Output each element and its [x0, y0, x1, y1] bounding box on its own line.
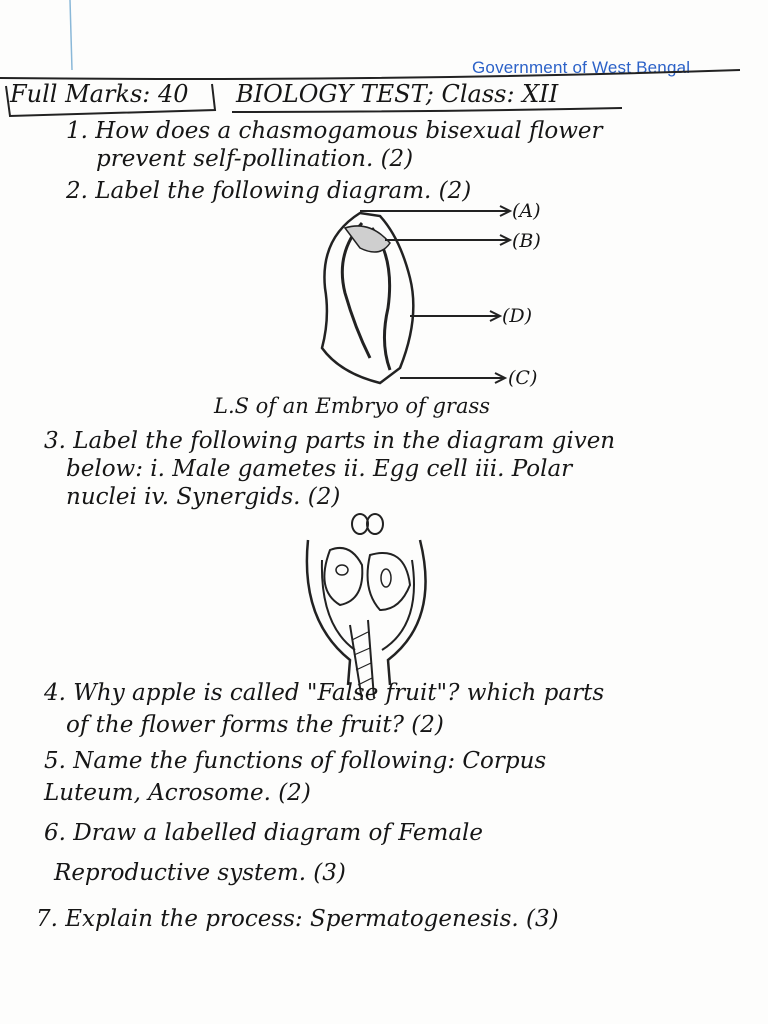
question-3-line-1: 3. Label the following parts in the diagram given [44, 428, 616, 454]
polar-nucleus-right [367, 514, 383, 534]
question-1-line-1: 1. How does a chasmogamous bisexual flower [66, 118, 603, 144]
diagram-caption: L.S of an Embryo of grass [214, 394, 491, 418]
synergid-right [368, 553, 410, 610]
question-3-line-3: nuclei iv. Synergids. (2) [66, 484, 341, 510]
label-b: (B) [512, 230, 541, 252]
synergid-left-nucleus [336, 565, 348, 575]
embryo-sac-diagram [300, 510, 470, 700]
ovule-outer-wall [307, 540, 426, 685]
top-rule [0, 70, 740, 79]
question-7: 7. Explain the process: Spermatogenesis. (3) [36, 906, 559, 932]
question-5-line-1: 5. Name the functions of following: Corpus [44, 748, 547, 774]
polar-nucleus-left [352, 514, 368, 534]
title-underline [232, 108, 622, 112]
margin-line [70, 0, 72, 70]
test-title: BIOLOGY TEST; Class: XII [236, 80, 559, 108]
label-c: (C) [508, 367, 538, 389]
question-1-line-2: prevent self-pollination. (2) [96, 146, 414, 172]
question-3-line-2: below: i. Male gametes ii. Egg cell iii. Polar [66, 456, 573, 482]
full-marks: Full Marks: 40 [10, 80, 189, 108]
question-4-line-2: of the flower forms the fruit? (2) [66, 712, 444, 738]
question-6-line-1: 6. Draw a labelled diagram of Female [44, 820, 483, 846]
label-a: (A) [512, 200, 541, 222]
header-lines [0, 0, 768, 130]
watermark-text: Government of West Bengal [472, 58, 691, 77]
question-4-line-1: 4. Why apple is called "False fruit"? which parts [44, 680, 605, 706]
question-5-line-2: Luteum, Acrosome. (2) [44, 780, 311, 806]
egg-cell-nucleus [381, 569, 391, 587]
label-d: (D) [502, 305, 533, 327]
synergid-left [324, 548, 362, 605]
question-2: 2. Label the following diagram. (2) [66, 178, 472, 204]
question-6-line-2: Reproductive system. (3) [54, 860, 346, 886]
